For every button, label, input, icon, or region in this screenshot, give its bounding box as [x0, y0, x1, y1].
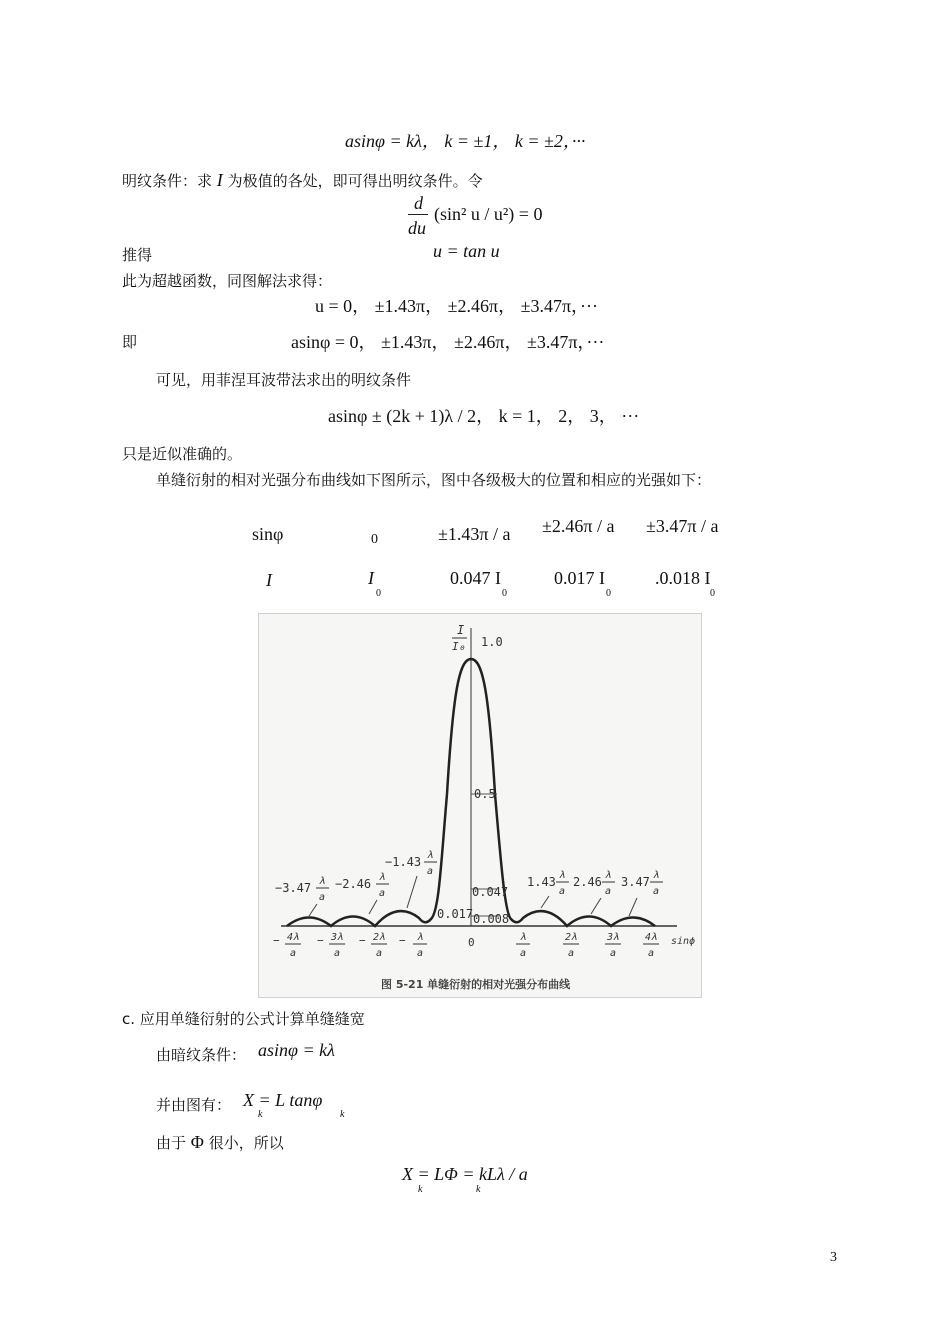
tick-p1-num: λ	[520, 932, 527, 943]
annot-143-a: a	[559, 886, 566, 897]
tick-m2-den: a	[376, 948, 383, 959]
tick-zero: 0	[468, 936, 475, 949]
tick-p2-num: 2λ	[565, 932, 578, 943]
diffraction-curve-svg	[259, 614, 701, 997]
derivative-expression: (sin² u / u²) = 0	[434, 204, 543, 224]
tick-m4-den: a	[290, 948, 297, 959]
dark-fringe-equation: asinφ = kλ， k = ±1， k = ±2，···	[345, 131, 586, 151]
u-tan-equation: u = tan u	[433, 241, 500, 261]
approx-text: 只是近似准确的。	[122, 445, 243, 463]
small-angle-text	[156, 1132, 284, 1153]
label-0017: 0.017	[437, 907, 474, 921]
table-sub-2: 0	[606, 588, 611, 599]
annot-m246: −2.46	[335, 877, 372, 891]
bright-condition-suffix: 为极值的各处，即可得出明纹条件。令	[227, 172, 483, 190]
x-tan-sub-k1: k	[258, 1109, 263, 1120]
annot-m246-pointer	[369, 900, 377, 914]
ji-label: 即	[122, 333, 138, 351]
diffraction-figure	[258, 613, 702, 998]
annot-347-lambda: λ	[653, 870, 660, 881]
tick-minus-sign-3: −	[317, 934, 324, 947]
tick-minus-sign-4: −	[273, 934, 280, 947]
tick-p2-den: a	[568, 948, 575, 959]
bright-condition-text	[122, 170, 483, 191]
table-row2-label: I	[266, 570, 272, 590]
tick-p1-den: a	[520, 948, 527, 959]
annot-m143-a: a	[427, 866, 434, 877]
final-sub-k2: k	[476, 1184, 481, 1195]
annot-246-a: a	[605, 886, 612, 897]
table-sub-0: 0	[376, 588, 381, 599]
figure-caption: 图 5-21 单缝衍射的相对光强分布曲线	[381, 978, 571, 991]
phi-symbol: Φ	[190, 1132, 204, 1152]
tick-m1-num: λ	[417, 932, 424, 943]
annot-m347-lambda: λ	[319, 876, 326, 887]
tick-minus-sign-2: −	[359, 934, 366, 947]
tick-p3-num: 3λ	[607, 932, 620, 943]
table-sub-3: 0	[710, 588, 715, 599]
curve-paragraph: 单缝衍射的相对光强分布曲线如下图所示，图中各级极大的位置和相应的光强如下：	[156, 471, 712, 489]
bright-condition-prefix: 明纹条件：求	[122, 172, 213, 190]
annot-m347-a: a	[319, 892, 326, 903]
annot-246-lambda: λ	[605, 870, 612, 881]
derivative-denominator: du	[408, 218, 426, 238]
tick-m2-num: 2λ	[373, 932, 386, 943]
derivative-numerator: d	[414, 193, 423, 213]
annot-143: 1.43	[527, 875, 556, 889]
annot-m143-pointer	[407, 876, 417, 908]
table-row1-value-0: 0	[371, 532, 378, 547]
tick-minus-sign-1: −	[399, 934, 406, 947]
tick-p4-den: a	[648, 948, 655, 959]
table-row1-value-2: ±2.46π / a	[542, 516, 615, 536]
table-row2-value-1: 0.047 I	[450, 568, 501, 588]
annot-347-a: a	[653, 886, 660, 897]
annot-143-lambda: λ	[559, 870, 566, 881]
intensity-symbol: I	[216, 170, 223, 190]
transcendental-text: 此为超越函数，同图解法求得：	[122, 272, 333, 290]
fresnel-equation: asinφ ± (2k + 1)λ / 2， k = 1， 2， 3， ···	[328, 406, 640, 426]
y-label-top: I	[457, 623, 465, 637]
annot-347-pointer	[629, 898, 637, 916]
fraction-bar	[408, 214, 428, 215]
x-tan-sub-k2: k	[340, 1109, 345, 1120]
figure-relation-label: 并由图有：	[156, 1096, 232, 1114]
tick-m3-den: a	[334, 948, 341, 959]
table-row1-value-3: ±3.47π / a	[646, 516, 719, 536]
table-row2-value-2: 0.017 I	[554, 568, 605, 588]
x-ticks	[273, 932, 659, 959]
fresnel-intro: 可见，用菲涅耳波带法求出的明纹条件	[156, 371, 412, 389]
x-tan-eq: X = L tanφ	[243, 1090, 323, 1110]
annot-246-pointer	[591, 898, 601, 914]
label-0008: 0.008	[473, 912, 510, 926]
label-0047: 0.047	[472, 885, 509, 899]
table-row2-value-0: I	[368, 568, 374, 588]
section-c-heading: c. 应用单缝衍射的公式计算单缝缝宽	[122, 1010, 365, 1028]
table-row1-label: sinφ	[252, 524, 284, 544]
annot-143-pointer	[541, 896, 549, 908]
half-label: 0.5	[474, 787, 496, 801]
dark-condition-eq: asinφ = kλ	[258, 1040, 335, 1060]
annot-m246-lambda: λ	[379, 872, 386, 883]
peak-label: 1.0	[481, 635, 503, 649]
page-number: 3	[830, 1250, 837, 1265]
asin-solutions: asinφ = 0， ±1.43π， ±2.46π， ±3.47π，···	[291, 332, 605, 352]
table-sub-1: 0	[502, 588, 507, 599]
final-sub-k1: k	[418, 1184, 423, 1195]
tick-p4-num: 4λ	[645, 932, 658, 943]
x-axis-label: sinϕ	[671, 936, 696, 947]
tick-m3-num: 3λ	[331, 932, 344, 943]
tick-p3-den: a	[610, 948, 617, 959]
table-row2-value-3: .0.018 I	[655, 568, 711, 588]
henxiao-text: 很小，所以	[208, 1134, 284, 1152]
annot-246: 2.46	[573, 875, 602, 889]
annot-m347-pointer	[309, 904, 317, 916]
y-label-bottom: I₀	[452, 640, 466, 653]
annot-m143-lambda: λ	[427, 850, 434, 861]
annot-m347: −3.47	[275, 881, 312, 895]
annot-m246-a: a	[379, 888, 386, 899]
tick-m4-num: 4λ	[287, 932, 300, 943]
u-solutions: u = 0， ±1.43π， ±2.46π， ±3.47π，···	[315, 296, 599, 316]
tick-m1-den: a	[417, 948, 424, 959]
annot-347: 3.47	[621, 875, 650, 889]
tuide-label: 推得	[122, 246, 153, 264]
youyu-text: 由于	[156, 1134, 187, 1152]
final-equation: X = LΦ = kLλ / a	[402, 1164, 528, 1184]
annot-m143: −1.43	[385, 855, 422, 869]
table-row1-value-1: ±1.43π / a	[438, 524, 511, 544]
dark-condition-label: 由暗纹条件：	[156, 1046, 247, 1064]
